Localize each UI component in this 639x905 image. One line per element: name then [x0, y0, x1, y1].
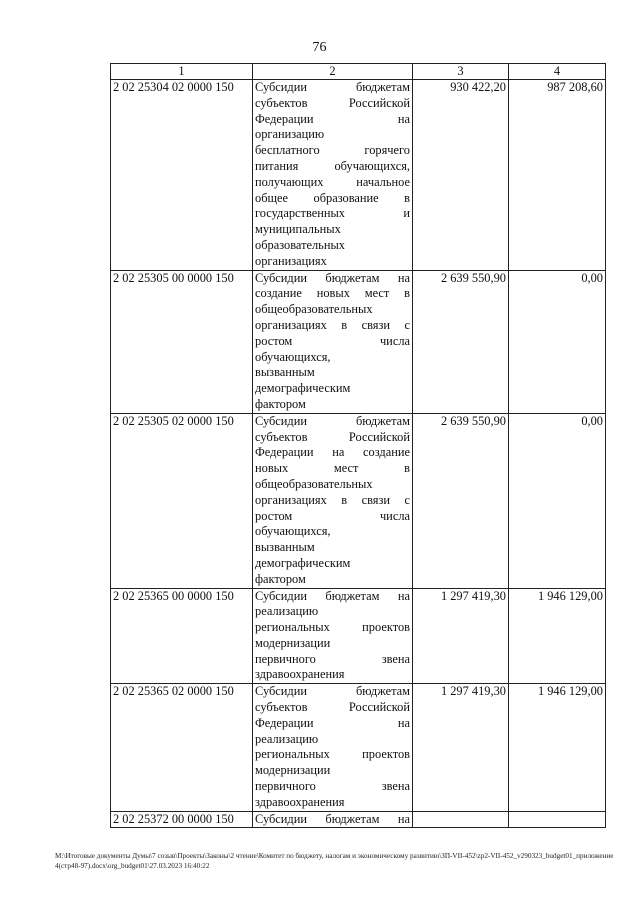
description-line: реализацию	[255, 604, 319, 619]
description-line: вызванным	[255, 365, 315, 380]
page-number: 76	[312, 40, 327, 55]
table-header-row	[111, 64, 606, 80]
amount-col3-cell	[413, 811, 509, 828]
budget-table-body	[111, 64, 606, 828]
description-line: Субсидии бюджетам	[255, 80, 410, 94]
description-line: региональных проектов	[255, 747, 410, 762]
description-line: модернизации	[255, 763, 331, 778]
description-line: организацию	[255, 127, 325, 142]
description-cell	[253, 588, 413, 684]
table-row	[111, 684, 606, 811]
description-line: фактором	[255, 571, 306, 586]
amount-col4-cell: 0,00	[509, 413, 606, 588]
description-line: субъектов Российской	[255, 429, 410, 444]
description-line: здравоохранения	[255, 794, 345, 809]
description-line: организациях	[255, 253, 327, 268]
description-line: Субсидии бюджетам на	[255, 811, 410, 826]
table-row	[111, 588, 606, 684]
table-row	[111, 413, 606, 588]
amount-col4-cell: 987 208,60	[509, 80, 606, 271]
description-line: получающих начальное	[255, 174, 410, 189]
header-cell-1: 1	[111, 64, 253, 80]
description-line: здравоохранения	[255, 667, 345, 682]
description-line: Субсидии бюджетам	[255, 684, 410, 699]
budget-code-cell: 2 02 25304 02 0000 150	[111, 80, 253, 271]
description-line: ростом числа	[255, 508, 410, 523]
description-line: демографическим	[255, 555, 351, 570]
description-line: реализацию	[255, 731, 319, 746]
budget-code-cell: 2 02 25305 00 0000 150	[111, 270, 253, 413]
budget-table	[110, 63, 606, 828]
description-line: питания обучающихся,	[255, 158, 410, 173]
amount-col3-cell: 1 297 419,30	[413, 684, 509, 811]
description-line: Субсидии бюджетам на	[255, 588, 410, 603]
description-line: государственных и	[255, 206, 410, 221]
amount-col4-cell	[509, 811, 606, 828]
description-line: Федерации на	[255, 715, 410, 730]
description-line: организациях в связи с	[255, 317, 410, 332]
description-line: Федерации на создание	[255, 445, 410, 460]
file-path-footer: M:\Итоговые документы Думы\7 созыв\Проекты\Законы\2 чтение\Комитет по бюджету, налогам и экономическому развитию\ЗП-VII-452\zp2-VII-452_v290323_budget01_приложение4(стр48-97).docx\org_budget01\27.03.2023 16:40:22	[55, 852, 614, 870]
description-line: Федерации на	[255, 111, 410, 126]
amount-col4-cell: 0,00	[509, 270, 606, 413]
description-line: первичного звена	[255, 779, 410, 794]
header-cell-2: 2	[253, 64, 413, 80]
description-line: модернизации	[255, 635, 331, 650]
description-line: муниципальных	[255, 222, 341, 237]
description-line: организациях в связи с	[255, 492, 410, 507]
description-line: общеобразовательных	[255, 476, 373, 491]
table-row	[111, 270, 606, 413]
budget-code-cell: 2 02 25305 02 0000 150	[111, 413, 253, 588]
description-line: обучающихся,	[255, 349, 331, 364]
table-row	[111, 811, 606, 828]
header-cell-3: 3	[413, 64, 509, 80]
description-line: создание новых мест в	[255, 286, 410, 301]
budget-code-cell: 2 02 25372 00 0000 150	[111, 811, 253, 828]
description-line: образовательных	[255, 237, 345, 252]
amount-col3-cell: 930 422,20	[413, 80, 509, 271]
description-line: ростом числа	[255, 333, 410, 348]
description-cell	[253, 684, 413, 811]
description-line: вызванным	[255, 540, 315, 555]
description-line: демографическим	[255, 381, 351, 396]
description-line: региональных проектов	[255, 620, 410, 635]
description-cell	[253, 80, 413, 271]
description-line: субъектов Российской	[255, 700, 410, 715]
description-line: новых мест в	[255, 461, 410, 476]
description-cell	[253, 811, 413, 828]
description-line: первичного звена	[255, 651, 410, 666]
description-line: фактором	[255, 396, 306, 411]
description-line: общее образование в	[255, 190, 410, 205]
table-row	[111, 80, 606, 271]
header-cell-4: 4	[509, 64, 606, 80]
budget-code-cell: 2 02 25365 02 0000 150	[111, 684, 253, 811]
description-line: обучающихся,	[255, 524, 331, 539]
description-line: общеобразовательных	[255, 302, 373, 317]
description-line: бесплатного горячего	[255, 143, 410, 158]
amount-col3-cell: 2 639 550,90	[413, 270, 509, 413]
amount-col3-cell: 2 639 550,90	[413, 413, 509, 588]
amount-col4-cell: 1 946 129,00	[509, 684, 606, 811]
description-line: субъектов Российской	[255, 95, 410, 110]
description-line: Субсидии бюджетам	[255, 413, 410, 428]
description-cell	[253, 270, 413, 413]
amount-col4-cell: 1 946 129,00	[509, 588, 606, 684]
description-line: Субсидии бюджетам на	[255, 270, 410, 285]
budget-code-cell: 2 02 25365 00 0000 150	[111, 588, 253, 684]
description-cell	[253, 413, 413, 588]
amount-col3-cell: 1 297 419,30	[413, 588, 509, 684]
